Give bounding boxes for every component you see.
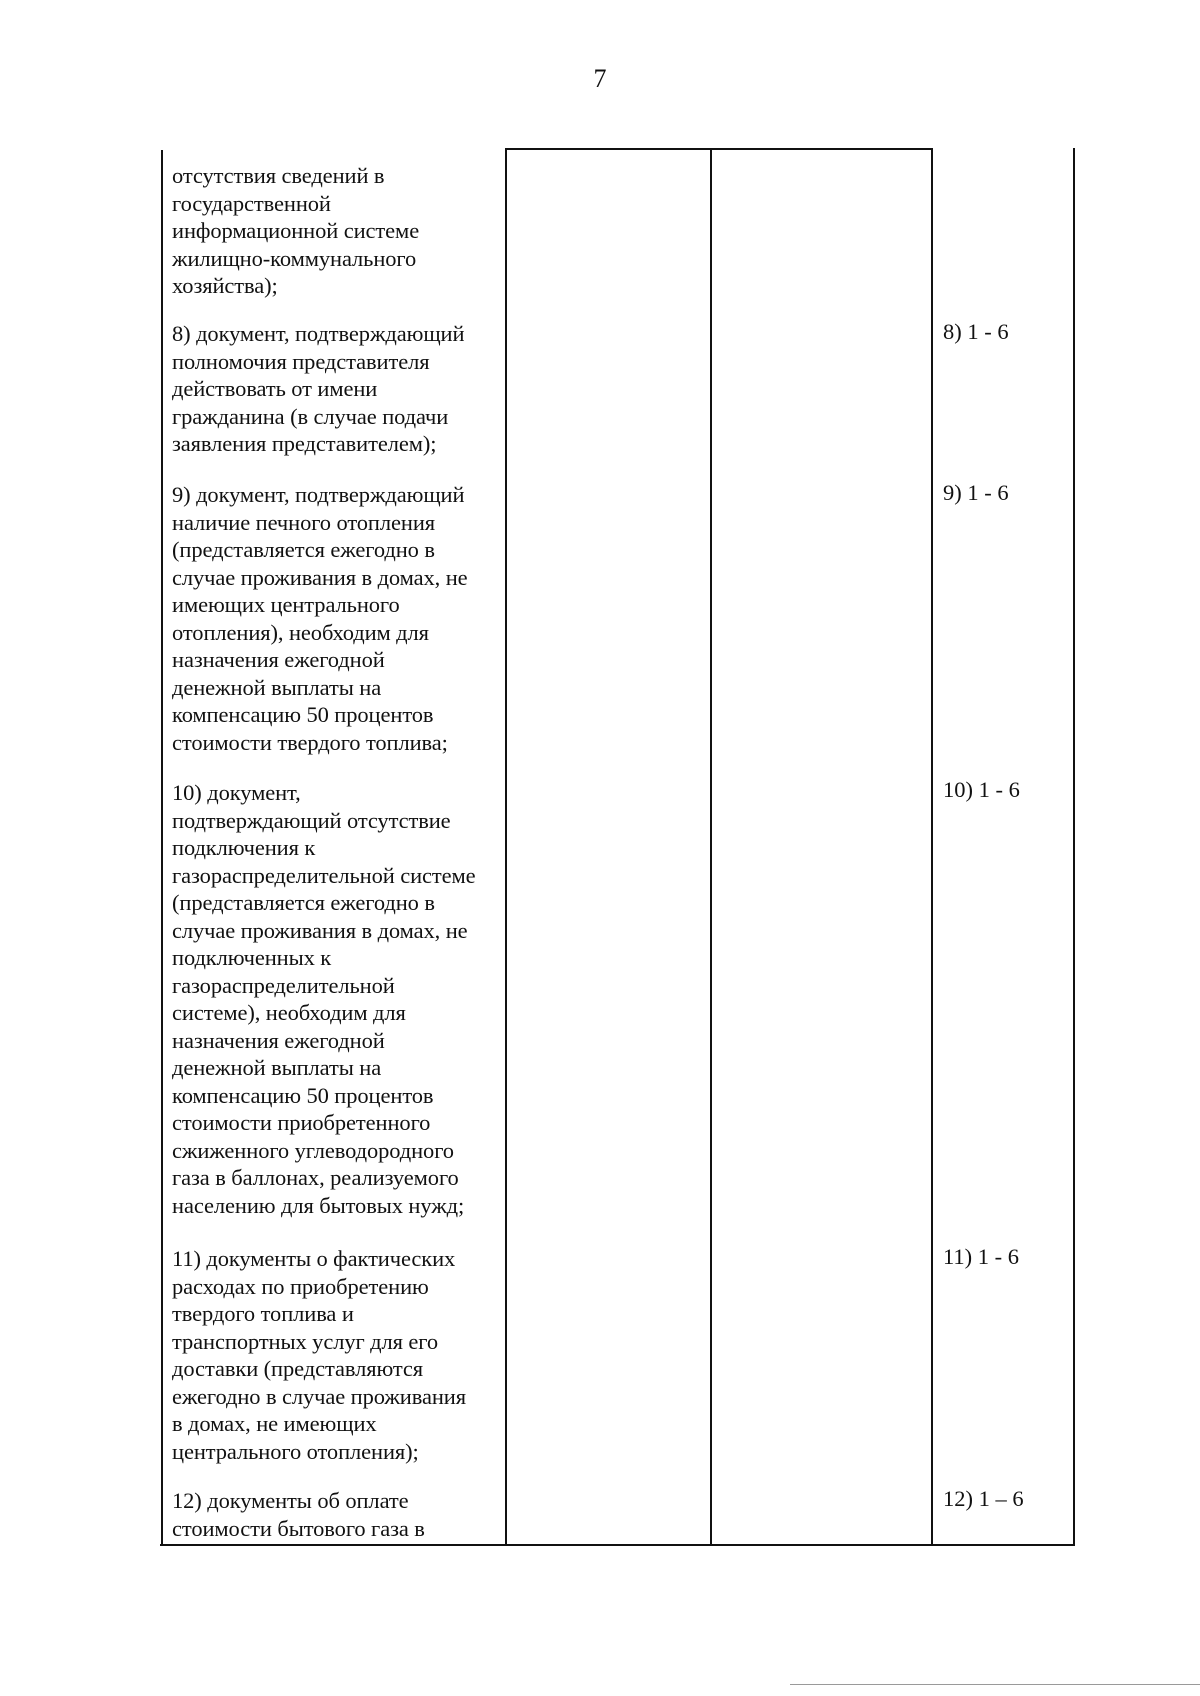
reference-number-cell: 9) 1 - 6 [943,480,1009,505]
table-top-border [505,148,932,150]
document-description-cell: 12) документы об оплате стоимости бытового газа в [172,1488,425,1541]
reference-number-cell: 10) 1 - 6 [943,777,1020,802]
reference-number-cell: 11) 1 - 6 [943,1244,1020,1269]
table-right-border [1073,148,1075,1546]
reference-number-cell: 12) 1 – 6 [943,1486,1024,1511]
column-divider-2 [710,148,712,1546]
document-description-cell: отсутствия сведений в государственной информационной системе жилищно-коммунального хозяйства); [172,163,420,298]
table-left-border [161,150,163,1546]
document-description-cell: 11) документы о фактических расходах по приобретению твердого топлива и транспортных услуг для его доставки (представляются ежегодно в случае проживания в домах, не имеющих центрального отопления); [172,1246,466,1464]
reference-number-cell: 8) 1 - 6 [943,319,1009,344]
scan-edge-mark [790,1684,1200,1685]
column-divider-3 [931,148,933,1546]
document-description-cell: 9) документ, подтверждающий наличие печного отопления (представляется ежегодно в случае проживания в домах, не имеющих центрального отопления), необходим для назначения ежегодной денежной выплаты на компенсацию 50 процентов стоимости твердого топлива; [172,482,468,755]
table-bottom-border [160,1544,1075,1546]
document-description-cell: 10) документ, подтверждающий отсутствие подключения к газораспределительной системе (представляется ежегодно в случае проживания в домах, не подключенных к газораспределительной системе), необходим для назначения ежегодной денежной выплаты на компенсацию 50 процентов стоимости приобретенного сжиженного углеводородного газа в баллонах, реализуемого населению для бытовых нужд; [172,780,476,1218]
page-number: 7 [593,64,607,93]
document-description-cell: 8) документ, подтверждающий полномочия представителя действовать от имени гражданина (в случае подачи заявления представителем); [172,321,465,456]
